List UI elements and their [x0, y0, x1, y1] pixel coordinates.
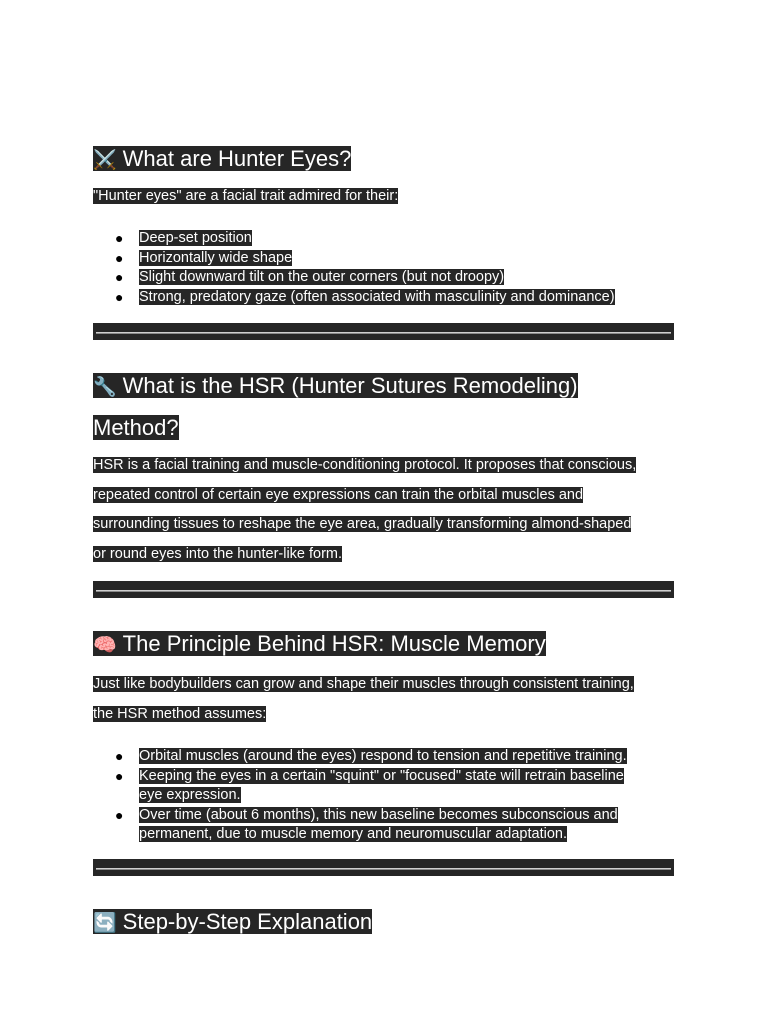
crossed-swords-icon: ⚔️: [93, 149, 117, 171]
hsr-paragraph: HSR is a facial training and muscle-conditioning protocol. It proposes that conscious, repeated control of certain eye expressions can train the orbital muscles and surrounding tissues to reshape the eye area, gradually transforming almond-shaped or round eyes into the hunter-like form.: [93, 457, 637, 562]
horizontal-rule: [93, 581, 674, 598]
list-item: ● Over time (about 6 months), this new baseline becomes subconscious and permanent, due to muscle memory and neuromuscular adaptation.: [115, 806, 618, 842]
horizontal-rule: [93, 859, 674, 876]
heading-hsr-method: 🔧 What is the HSR (Hunter Sutures Remodeling): [93, 373, 578, 398]
list-item: ● Deep-set position: [115, 230, 252, 246]
heading-text-line2: Method?: [93, 415, 179, 440]
heading-hunter-eyes: [93, 139, 674, 180]
section-step-by-step: [93, 902, 674, 943]
list-item: ● Keeping the eyes in a certain "squint" or "focused" state will retrain baseline eye expression.: [115, 767, 624, 803]
heading-text: What are Hunter Eyes?: [122, 146, 352, 171]
section-hunter-eyes: [93, 139, 674, 180]
brain-icon: 🧠: [93, 634, 117, 656]
muscle-memory-list: [93, 747, 674, 845]
section-muscle-memory: [93, 624, 674, 665]
intro-paragraph: [93, 182, 674, 212]
hunter-eyes-list: [93, 229, 674, 307]
heading-step-by-step: 🔄 Step-by-Step Explanation: [93, 909, 373, 934]
list-item: ● Horizontally wide shape: [115, 249, 293, 266]
list-item: ● Orbital muscles (around the eyes) respond to tension and repetitive training.: [115, 748, 627, 764]
muscle-memory-intro: Just like bodybuilders can grow and shape their muscles through consistent training, the HSR method assumes:: [93, 676, 634, 722]
repeat-arrows-icon: 🔄: [93, 912, 117, 934]
list-item: ● Strong, predatory gaze (often associated with masculinity and dominance): [115, 288, 615, 305]
horizontal-rule: [93, 323, 674, 340]
heading-muscle-memory: 🧠 The Principle Behind HSR: Muscle Memory: [93, 631, 546, 656]
intro-text: "Hunter eyes" are a facial trait admired for their:: [93, 188, 399, 204]
wrench-icon: 🔧: [93, 376, 117, 398]
section-hsr-method: [93, 366, 674, 447]
list-item: ● Slight downward tilt on the outer corners (but not droopy): [115, 269, 505, 285]
